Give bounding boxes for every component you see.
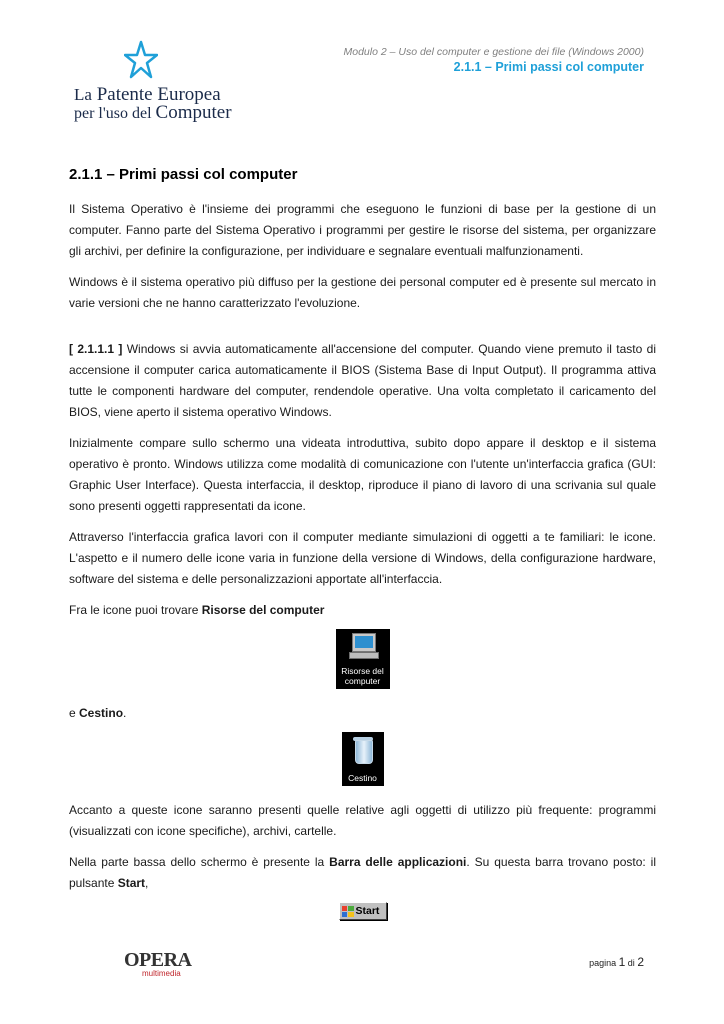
paragraph-7: e Cestino. <box>69 706 127 720</box>
logo-line2: per l'uso del Computer <box>74 102 232 123</box>
footer-brand: OPERA <box>124 949 192 971</box>
footer-brand-logo <box>124 950 194 980</box>
main-content <box>69 166 656 934</box>
logo-line1: La Patente Europea <box>74 84 221 105</box>
my-computer-label: Risorse del computer <box>341 666 384 686</box>
my-computer-icon[interactable] <box>336 629 390 689</box>
logo <box>72 40 232 123</box>
header-section: 2.1.1 – Primi passi col computer <box>453 60 644 74</box>
start-button[interactable] <box>339 902 387 920</box>
paragraph-5: Attraverso l'interfaccia grafica lavori con il computer mediante simulazioni di oggetti a te familiari: le icone. L'aspetto e il numero delle icone varia in funzione della versione di Windows, della configurazione hardware, software del sistema e delle personalizzazioni apportate all'interfaccia. <box>69 530 656 586</box>
footer-brand-sub: multimedia <box>142 969 181 978</box>
paragraph-4: Inizialmente compare sullo schermo una videata introduttiva, subito dopo appare il desktop e il sistema operativo è pronto. Windows utilizza come modalità di comunicazione con l'utente un'interfaccia grafica (GUI: Graphic User Interface). Questa interfaccia, il desktop, riproduce il piano di lavoro di una scrivania sul quale sono presenti oggetti rappresentati da icone. <box>69 436 656 513</box>
paragraph-9: Nella parte bassa dello schermo è presente la Barra delle applicazioni. Su questa barra trovano posto: il pulsante Start, <box>69 855 656 890</box>
paragraph-1: Il Sistema Operativo è l'insieme dei programmi che eseguono le funzioni di base per la gestione di un computer. Fanno parte del Sistema Operativo i programmi per gestire le risorse del sistema, per organizzare gli archivi, per definire la configurazione, per individuare e segnalare eventuali malfunzionamenti. <box>69 202 656 258</box>
paragraph-3: [ 2.1.1.1 ] Windows si avvia automaticamente all'accensione del computer. Quando viene premuto il tasto di accensione il computer carica automaticamente il BIOS (Sistema Base di Input Output). Il programma attiva tutte le componenti hardware del computer, rendendole operative. Una volta completato il caricamento del BIOS, viene aperto il sistema operativo Windows. <box>69 342 656 419</box>
paragraph-8: Accanto a queste icone saranno presenti quelle relative agli oggetti di utilizzo più frequente: programmi (visualizzati con icone specifiche), archivi, cartelle. <box>69 803 656 838</box>
star-icon <box>124 40 158 80</box>
page-number: pagina 1 di 2 <box>589 955 644 969</box>
paragraph-2: Windows è il sistema operativo più diffuso per la gestione dei personal computer ed è presente sul mercato in varie versioni che ne hanno caratterizzato l'evoluzione. <box>69 275 656 310</box>
windows-flag-icon <box>342 906 354 917</box>
header-module: Modulo 2 – Uso del computer e gestione dei file (Windows 2000) <box>343 46 644 58</box>
start-label: Start <box>355 905 380 917</box>
header <box>344 45 645 75</box>
section-ref: [ 2.1.1.1 ] <box>69 342 123 356</box>
recycle-bin-label: Cestino <box>348 773 377 783</box>
paragraph-6: Fra le icone puoi trovare Risorse del computer <box>69 603 325 617</box>
page-title: 2.1.1 – Primi passi col computer <box>69 166 298 183</box>
recycle-bin-icon[interactable] <box>342 732 384 786</box>
